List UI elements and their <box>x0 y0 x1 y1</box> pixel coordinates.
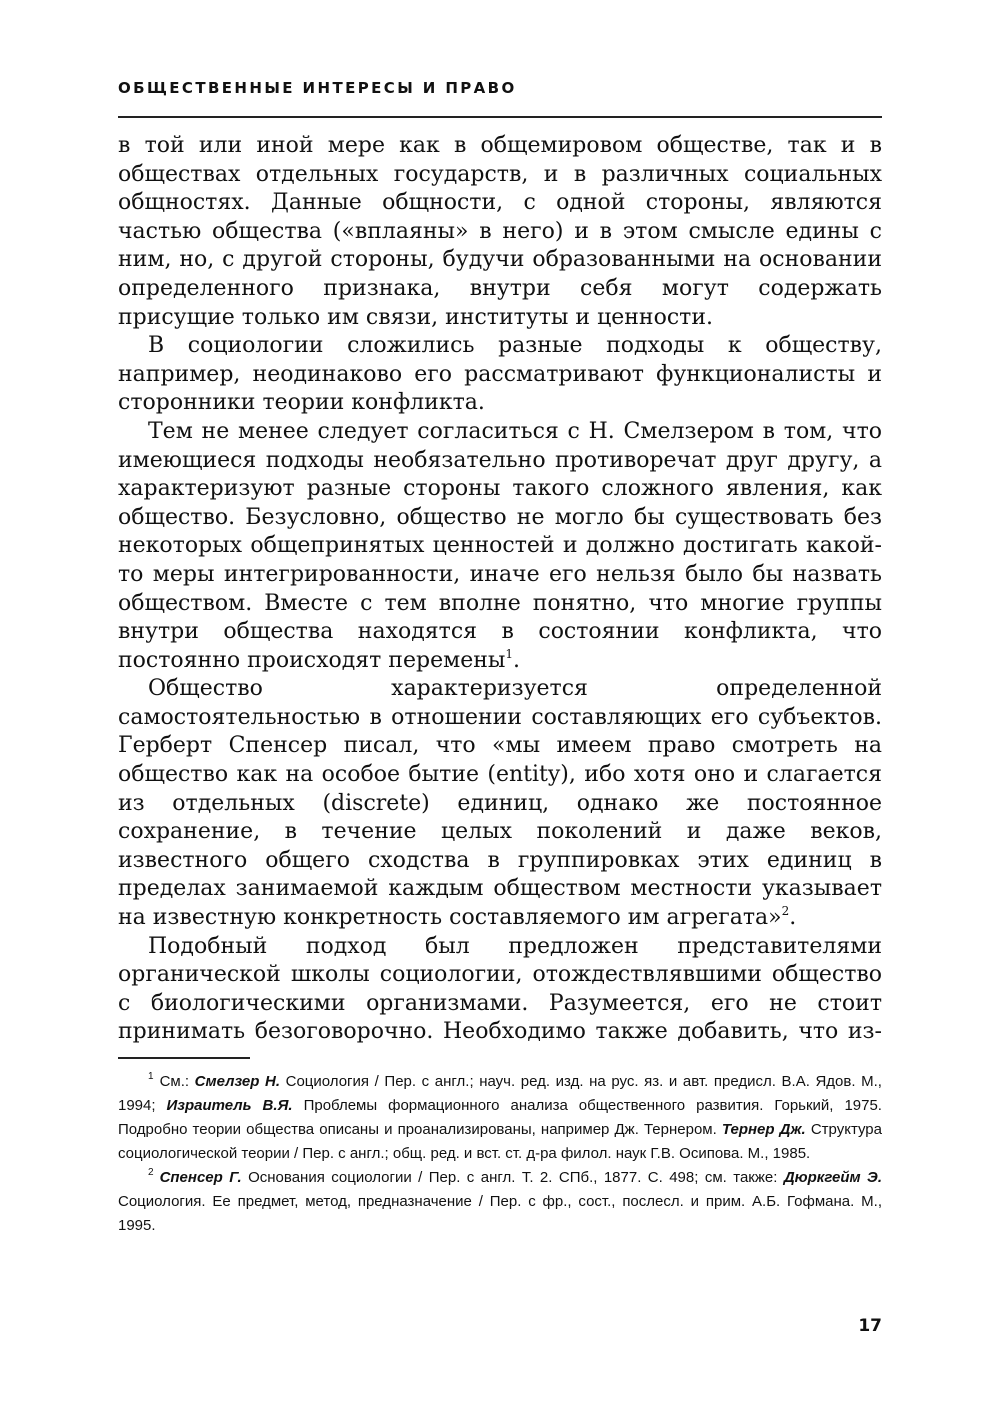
footnote-1-text: См.: <box>159 1073 195 1090</box>
paragraph-3-end: . <box>513 647 521 673</box>
paragraph-5: Подобный подход был предложен представителями органической школы социологии, отождествлявшими общество с биологическими организмами. Разумеется, его не стоит принимать безоговорочно. Необходимо также добавить, что из- <box>118 933 882 1045</box>
footnotes <box>118 1070 882 1238</box>
footnote-1-text: Проблемы формационного анализа общественного развития. Горький, 1975. Подробно теории общества описаны и проанализированы, например Дж. Тернером. <box>118 1097 882 1138</box>
footnote-1-author: Смелзер Н. <box>194 1073 281 1090</box>
paragraph-4-end: . <box>789 905 797 931</box>
paragraph-1: в той или иной мере как в общемировом обществе, так и в обществах отдельных государств, и в различных социальных общностях. Данные общности, с одной стороны, являются частью общества («вплаяны» в него) и в этом смысле едины с ним, но, с другой стороны, будучи образованными на основании определенного признака, внутри себя могут содержать присущие только им связи, институты и ценности. <box>118 133 882 330</box>
footnote-1-number: 1 <box>148 1071 154 1082</box>
running-header: ОБЩЕСТВЕННЫЕ ИНТЕРЕСЫ И ПРАВО <box>118 79 517 97</box>
paragraph-3-text: Тем не менее следует согласиться с Н. Смелзером в том, что имеющиеся подходы необязательно противоречат друг другу, а характеризуют разные стороны такого сложного явления, как общество. Безусловно, общество не могло бы существовать без некоторых общепринятых ценностей и должно достигать какой-то меры интегрированности, иначе его нельзя было бы назвать обществом. Вместе с тем вполне понятно, что многие группы внутри общества находятся в состоянии конфликта, что постоянно происходят перемены <box>118 418 882 673</box>
footnote-1-author: Тернер Дж. <box>721 1121 806 1138</box>
footnote-2-text: Основания социологии / Пер. с англ. Т. 2. СПб., 1877. С. 498; см. также: <box>241 1169 784 1186</box>
footnote-2-text: Социология. Ее предмет, метод, предназначение / Пер. с фр., сост., послесл. и прим. А.Б. Гофмана. М., 1995. <box>118 1193 882 1234</box>
footnote-ref-2: 2 <box>781 904 790 919</box>
paragraph-3 <box>118 418 882 675</box>
paragraph-4-text: Общество характеризуется определенной самостоятельностью в отношении составляющих его субъектов. Герберт Спенсер писал, что «мы имеем право смотреть на общество как на особое бытие (entity), ибо хотя оно и слагается из отдельных (discrete) единиц, однако же постоянное сохранение, в течение целых поколений и даже веков, известного общего сходства в группировках этих единиц в пределах занимаемой каждым обществом местности указывает на известную конкретность составляемого им агрегата» <box>118 676 882 931</box>
footnote-2 <box>118 1166 882 1238</box>
paragraph-2: В социологии сложились разные подходы к обществу, например, неодинаково его рассматривают функционалисты и сторонники теории конфликта. <box>118 333 882 416</box>
footnote-ref-1: 1 <box>505 646 514 661</box>
footnote-2-author: Спенсер Г. <box>159 1169 242 1186</box>
header-rule <box>118 116 882 118</box>
page-number: 17 <box>858 1316 882 1336</box>
footnote-1-text: Социология / Пер. с англ.; науч. ред. изд. на рус. яз. и авт. предисл. В.А. Ядов. М., 1994; <box>118 1073 882 1114</box>
footnote-1 <box>118 1070 882 1166</box>
footnote-1-author: Израитель В.Я. <box>166 1097 293 1114</box>
main-text <box>118 132 882 1047</box>
footnote-2-number: 2 <box>148 1167 154 1178</box>
footnote-1-text: Структура социологической теории / Пер. с англ.; общ. ред. и вст. ст. д-ра филол. наук Г.В. Осипова. М., 1985. <box>118 1121 882 1162</box>
footnote-separator <box>118 1057 250 1059</box>
paragraph-4 <box>118 675 882 932</box>
footnote-2-author: Дюркгейм Э. <box>783 1169 883 1186</box>
